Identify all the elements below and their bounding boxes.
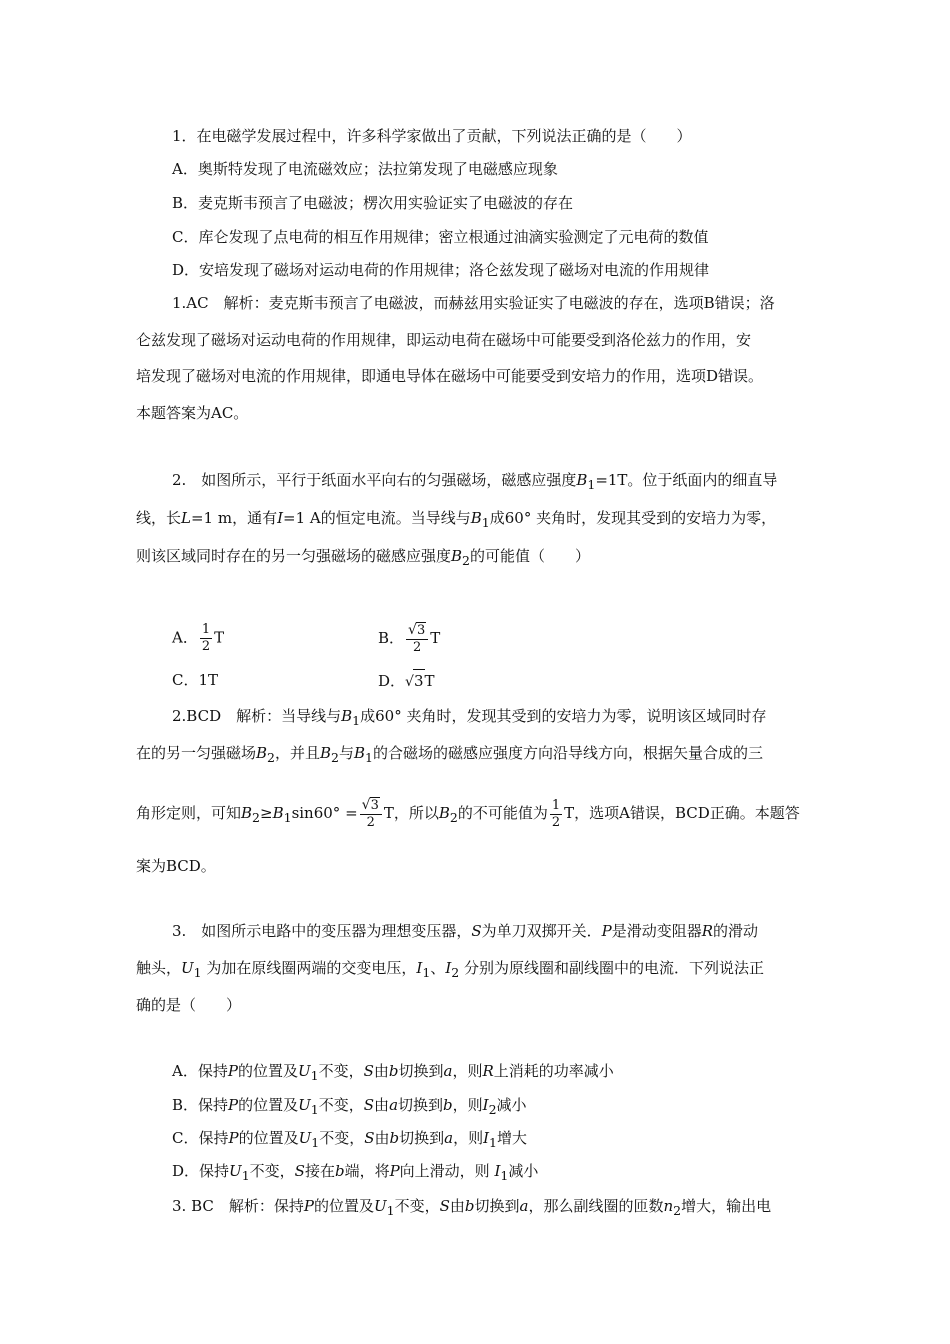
q1-option-a: A．奥斯特发现了电流磁效应；法拉第发现了电磁感应现象 <box>172 160 558 178</box>
q3-answer-line1: 3. BC 解析：保持P的位置及$U_1$不变，S由b切换到a，那么副线圈的匝数$n_2$增大，输出电 <box>172 1197 772 1218</box>
fraction-one-half: $\frac{1}{2}$ <box>551 797 561 830</box>
fraction-sqrt3-over-2: $\frac{√3}{2}$ <box>360 797 382 831</box>
q3-stem-line3: 确的是（ ） <box>136 996 242 1014</box>
q3-option-c: C．保持P的位置及$U_1$不变，S由b切换到a，则$I_1$增大 <box>172 1129 528 1150</box>
q2-stem-line2: 线，长L=1 m，通有I=1 A的恒定电流。当导线与$B_1$成60° 夹角时，发现其受到的安培力为零， <box>136 509 777 530</box>
q1-stem: 1．在电磁学发展过程中，许多科学家做出了贡献，下列说法正确的是（ ） <box>172 127 692 145</box>
q2-option-c: C．1T <box>172 671 219 689</box>
q1-answer-line4: 本题答案为AC。 <box>136 404 249 422</box>
q2-answer-line3: 角形定则，可知$B_2\ge B_1\sin 60^\circ$ = $\frac{√3}{2}$ T，所以$B_2$的不可能值为 $\frac{1}{2}$ T，选项A错误，BCD正确。本题答 <box>136 797 800 830</box>
q3-stem-line1: 3. 如图所示电路中的变压器为理想变压器，S为单刀双掷开关．P是滑动变阻器R的滑动 <box>172 922 759 940</box>
q3-option-b: B．保持P的位置及$U_1$不变，S由a切换到b，则$I_2$减小 <box>172 1096 527 1117</box>
q3-stem-line2: 触头，$U_1$ 为加在原线圈两端的交变电压，$I_1$、$I_2$ 分别为原线圈和副线圈中的电流．下列说法正 <box>136 959 764 980</box>
q2-option-a: A． $\frac{1}{2}$ T <box>172 622 225 654</box>
q1-option-b: B．麦克斯韦预言了电磁波；楞次用实验证实了电磁波的存在 <box>172 194 574 212</box>
q1-answer-line1: 1.AC 解析：麦克斯韦预言了电磁波，而赫兹用实验证实了电磁波的存在，选项B错误；洛 <box>172 294 775 312</box>
q1-option-c: C．库仑发现了点电荷的相互作用规律；密立根通过油滴实验测定了元电荷的数值 <box>172 228 709 246</box>
q2-answer-line1: 2.BCD 解析：当导线与$B_1$成60° 夹角时，发现其受到的安培力为零，说明该区域同时存 <box>172 707 767 728</box>
q3-option-a: A．保持P的位置及$U_1$不变，S由b切换到a，则R上消耗的功率减小 <box>172 1062 614 1083</box>
fraction-sqrt3-over-2: $\frac{√3}{2}$ <box>406 622 428 656</box>
q2-answer-line2: 在的另一匀强磁场$B_2$，并且$B_2$与$B_1$的合磁场的磁感应强度方向沿导线方向，根据矢量合成的三 <box>136 744 764 765</box>
fraction-one-half: $\frac{1}{2}$ <box>201 622 211 654</box>
q3-option-d: D．保持$U_1$不变，S接在b端，将P向上滑动，则 $I_1$减小 <box>172 1162 539 1183</box>
q2-option-b: B． $\frac{√3}{2}$ T <box>378 622 441 655</box>
q1-option-d: D．安培发现了磁场对运动电荷的作用规律；洛仑兹发现了磁场对电流的作用规律 <box>172 261 710 279</box>
q2-stem-line3: 则该区域同时存在的另一匀强磁场的磁感应强度$B_2$的可能值（ ） <box>136 547 591 568</box>
q2-option-d: D．√3T <box>378 669 435 693</box>
q2-answer-line4: 案为BCD。 <box>136 857 216 875</box>
q1-answer-line3: 培发现了磁场对电流的作用规律，即通电导体在磁场中可能要受到安培力的作用，选项D错误。 <box>136 367 764 385</box>
q2-stem-line1: 2. 如图所示，平行于纸面水平向右的匀强磁场，磁感应强度$B_1=1T$。位于纸面内的细直导 <box>172 471 778 492</box>
q1-answer-line2: 仑兹发现了磁场对运动电荷的作用规律，即运动电荷在磁场中可能要受到洛伦兹力的作用，安 <box>136 331 752 349</box>
